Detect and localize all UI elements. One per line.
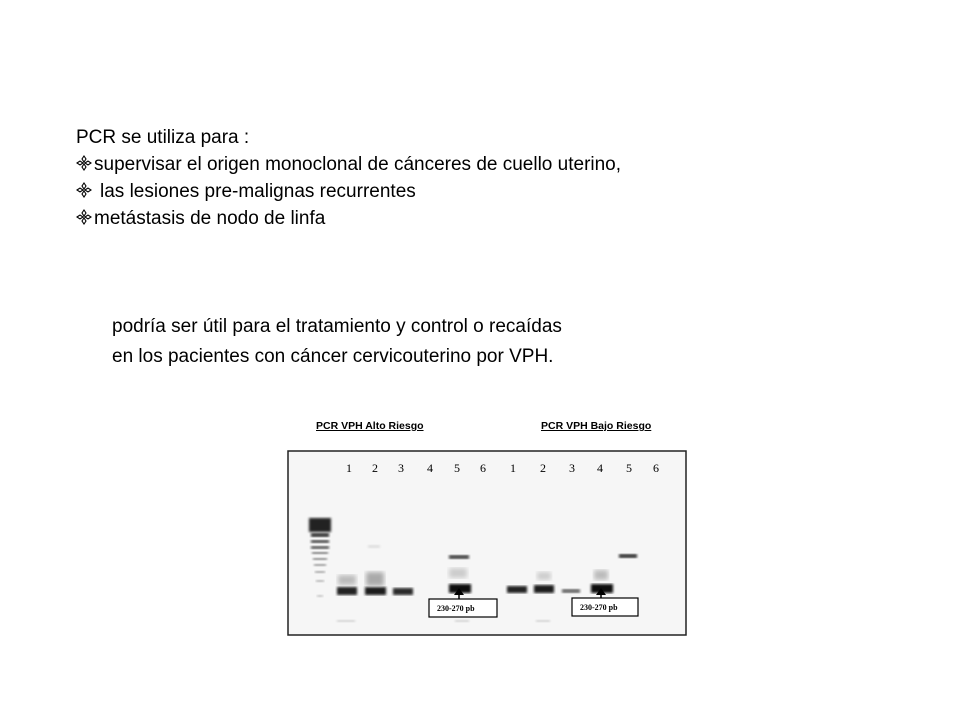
band-size-label-high: 230-270 pb — [437, 604, 475, 613]
lane-number: 2 — [540, 461, 546, 475]
lane-number: 1 — [510, 461, 516, 475]
gel-title-low-risk: PCR VPH Bajo Riesgo — [541, 420, 652, 432]
lane-number: 6 — [653, 461, 659, 475]
lane-number: 5 — [626, 461, 632, 475]
lane-number: 3 — [398, 461, 404, 475]
lane-number: 6 — [480, 461, 486, 475]
lane-number: 5 — [454, 461, 460, 475]
paragraph-line-2: en los pacientes con cáncer cervicouterino por VPH. — [112, 346, 554, 367]
intro-heading: PCR se utiliza para : — [76, 127, 250, 148]
bullet-text-1: supervisar el origen monoclonal de cánceres de cuello uterino, — [94, 154, 622, 175]
lane-number: 3 — [569, 461, 575, 475]
lane-number: 2 — [372, 461, 378, 475]
gel-title-high-risk: PCR VPH Alto Riesgo — [316, 420, 424, 432]
lane-number: 4 — [597, 461, 603, 475]
bullet-text-2: las lesiones pre-malignas recurrentes — [100, 181, 416, 202]
lane-number: 1 — [346, 461, 352, 475]
paragraph-line-1: podría ser útil para el tratamiento y control o recaídas — [112, 316, 562, 337]
lane-number: 4 — [427, 461, 433, 475]
band-size-label-low: 230-270 pb — [580, 603, 618, 612]
bullet-text-3: metástasis de nodo de linfa — [94, 208, 326, 229]
